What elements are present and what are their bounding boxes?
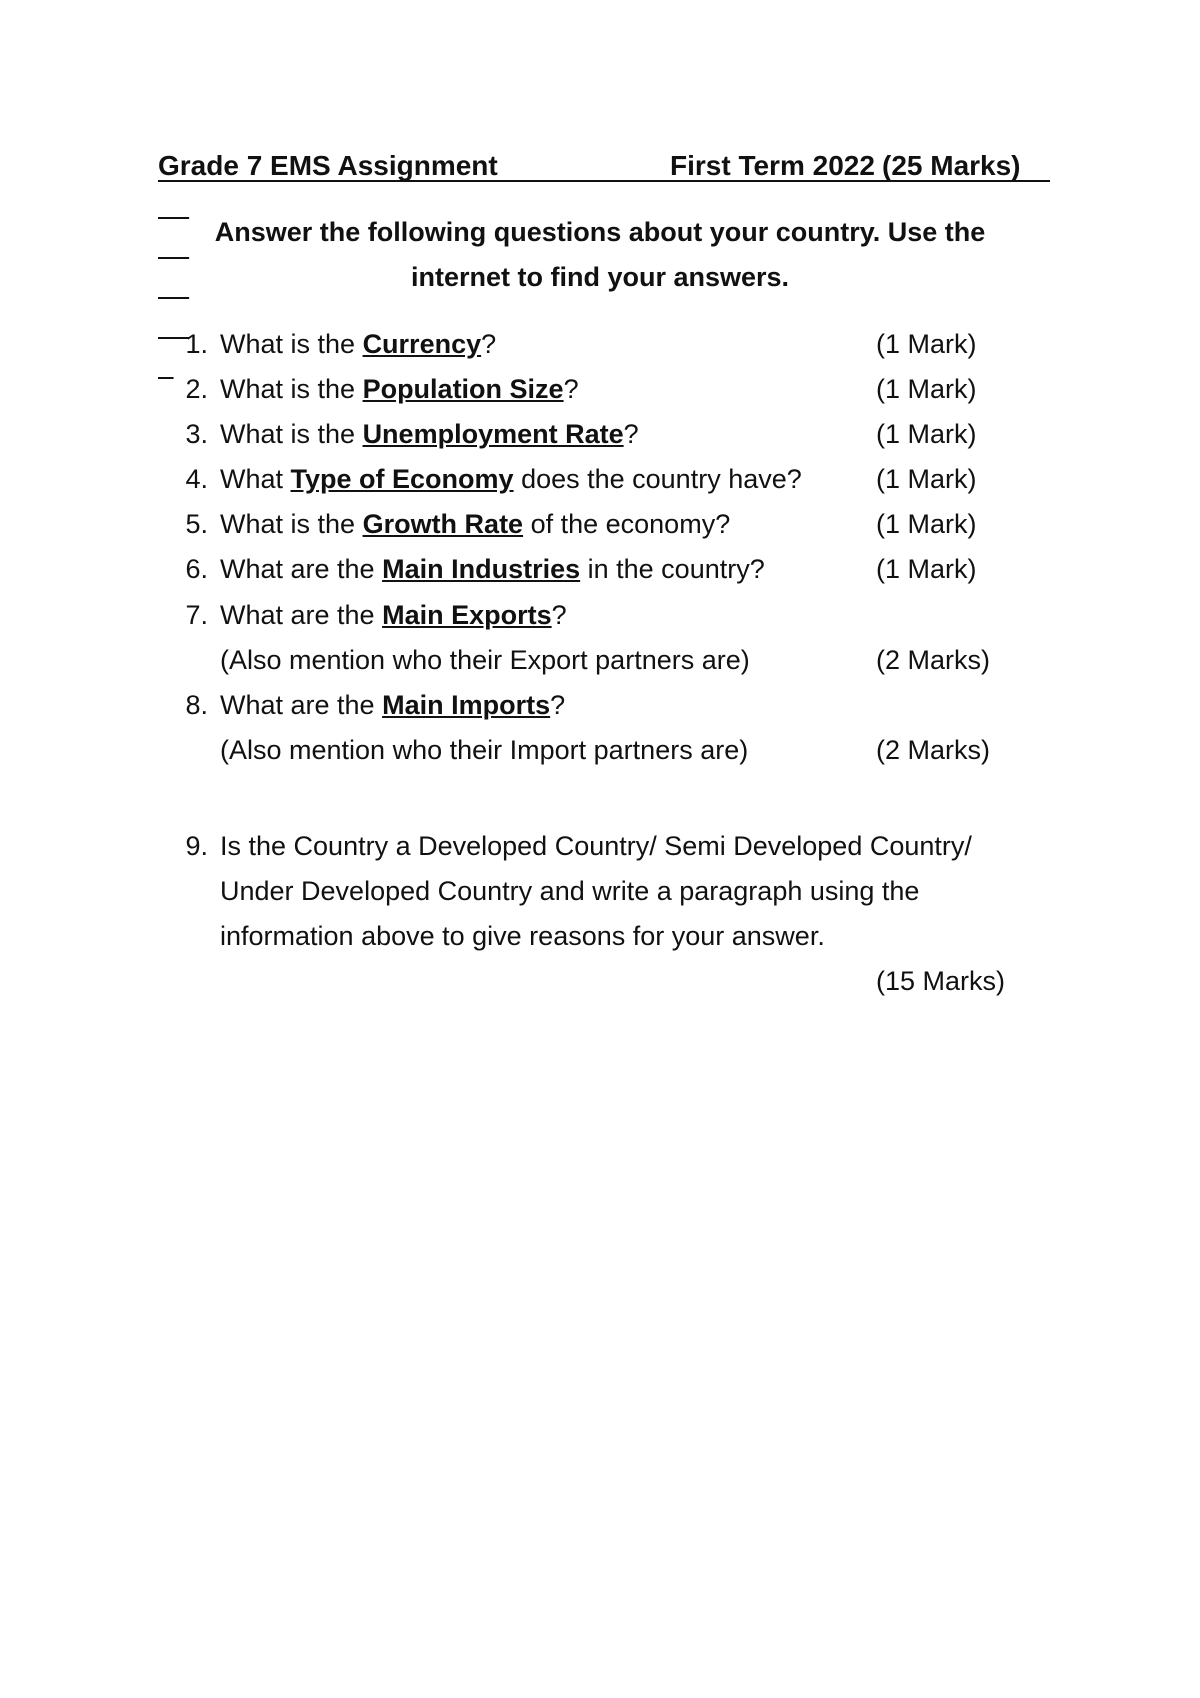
question-text <box>220 412 639 457</box>
question-number: 5. <box>185 509 208 539</box>
question-marks: (1 Mark) <box>876 374 977 404</box>
question-number: 1. <box>185 329 208 359</box>
question-number: 2. <box>185 374 208 404</box>
question-prefix: What is the <box>220 374 363 404</box>
question-3 <box>0 412 1200 457</box>
question-text <box>220 457 802 502</box>
question-marks: (2 Marks) <box>876 735 990 765</box>
question-text <box>220 502 730 547</box>
question-keyword: Main Imports <box>382 690 551 720</box>
question-keyword: Main Exports <box>382 600 552 630</box>
question-text <box>220 367 579 412</box>
question-keyword: Currency <box>362 329 482 359</box>
question-keyword: Type of Economy <box>290 464 514 494</box>
question-marks: (15 Marks) <box>876 966 1006 996</box>
header-title: Grade 7 EMS Assignment <box>158 150 498 181</box>
question-suffix: of the economy? <box>523 509 731 539</box>
question-6 <box>0 547 1200 592</box>
question-text <box>220 322 496 367</box>
question-prefix: What is the <box>220 419 363 449</box>
question-suffix: does the country have? <box>513 464 802 494</box>
question-keyword: Main Industries <box>382 554 581 584</box>
question-marks: (1 Mark) <box>876 509 977 539</box>
question-marks: (1 Mark) <box>876 554 977 584</box>
question-number: 4. <box>185 464 208 494</box>
instructions-line-1: Answer the following questions about your country. Use the <box>214 217 986 247</box>
question-marks: (1 Mark) <box>876 419 977 449</box>
question-prefix: What are the <box>220 690 383 720</box>
question-4 <box>0 457 1200 502</box>
question-8-note-row <box>0 728 1200 773</box>
question-keyword: Unemployment Rate <box>362 419 624 449</box>
question-suffix: in the country? <box>580 554 765 584</box>
question-text <box>220 683 565 728</box>
question-marks: (2 Marks) <box>876 645 990 675</box>
question-text <box>220 593 567 638</box>
question-7 <box>0 593 1200 638</box>
assignment-header <box>158 146 1050 186</box>
question-1 <box>0 322 1200 367</box>
question-text <box>220 547 765 592</box>
question-text <box>220 824 1060 959</box>
question-8 <box>0 683 1200 728</box>
question-suffix: ? <box>623 419 639 449</box>
header-total-marks: (25 Marks) <box>882 150 1021 181</box>
question-2 <box>0 367 1200 412</box>
question-note: (Also mention who their Export partners are) <box>220 645 750 675</box>
question-suffix: ? <box>563 374 579 404</box>
question-number: 9. <box>185 831 208 861</box>
header-term: First Term 2022 <box>670 150 875 181</box>
question-line-1: Is the Country a Developed Country/ Semi Developed Country/ <box>220 831 972 861</box>
question-line-2: Under Developed Country and write a paragraph using the <box>220 876 920 906</box>
question-keyword: Population Size <box>362 374 564 404</box>
question-number: 6. <box>185 554 208 584</box>
question-marks: (1 Mark) <box>876 329 977 359</box>
question-marks: (1 Mark) <box>876 464 977 494</box>
instructions <box>150 210 1050 300</box>
question-7-note-row <box>0 638 1200 683</box>
question-suffix: ? <box>550 690 566 720</box>
question-note: (Also mention who their Import partners are) <box>220 735 749 765</box>
question-suffix: ? <box>481 329 497 359</box>
question-prefix: What is the <box>220 329 363 359</box>
instructions-line-2: internet to find your answers. <box>410 262 790 292</box>
question-number: 7. <box>185 600 208 630</box>
question-keyword: Growth Rate <box>362 509 524 539</box>
question-number: 3. <box>185 419 208 449</box>
question-5 <box>0 502 1200 547</box>
question-prefix: What is the <box>220 509 363 539</box>
question-prefix: What are the <box>220 554 383 584</box>
question-prefix: What are the <box>220 600 383 630</box>
question-suffix: ? <box>551 600 567 630</box>
question-number: 8. <box>185 690 208 720</box>
question-prefix: What <box>220 464 291 494</box>
question-line-3: information above to give reasons for your answer. <box>220 921 825 951</box>
